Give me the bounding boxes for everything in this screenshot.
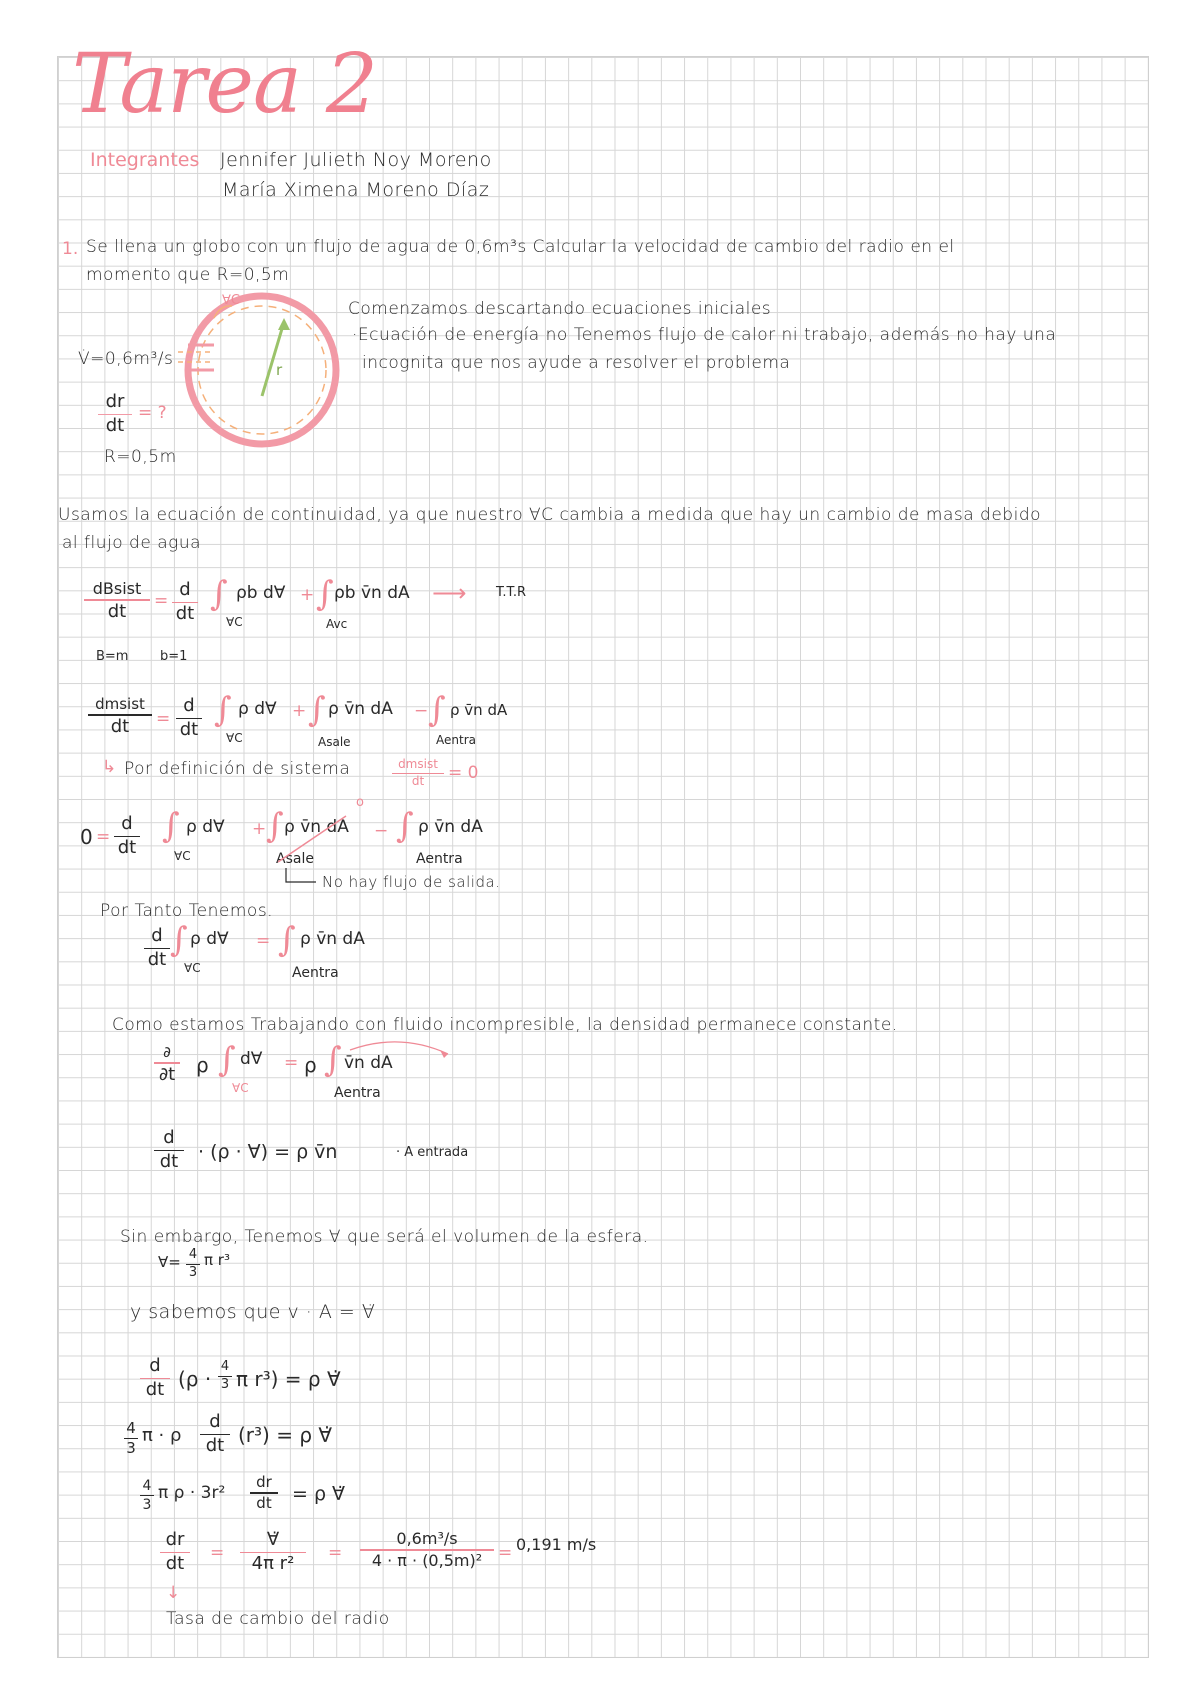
rtt-int1-sub: ∀C: [226, 615, 243, 629]
deriv3-lead: [140, 1478, 154, 1513]
deriv3-drdt-den: dt: [256, 1493, 272, 1512]
mass-d-num: d: [183, 695, 195, 716]
problem-line-2: momento que R=0,5m: [86, 265, 290, 285]
result-eq2: =: [328, 1543, 343, 1563]
rtt-d-num: d: [179, 579, 191, 600]
def-frac-den: dt: [411, 773, 425, 788]
therefore-rhs-body: ρ v̄n dA: [300, 929, 365, 949]
volume-lhs: ∀=: [158, 1253, 181, 1271]
zero-plus: +: [252, 819, 267, 839]
result-drdt-den: dt: [165, 1553, 185, 1575]
incomp-int1-sub: ∀C: [232, 1081, 249, 1095]
therefore-int1-sub: ∀C: [184, 961, 201, 975]
zero-circle-mark: o: [356, 795, 364, 810]
result-arrow: ↓: [166, 1583, 181, 1603]
result-drdt: [160, 1530, 190, 1575]
result-f2-num: ∀̇: [266, 1529, 280, 1550]
zero-minus: −: [374, 821, 389, 841]
mass-d-den: dt: [179, 719, 199, 741]
therefore-integral-1: ∫: [170, 920, 188, 960]
b-definition: B=m: [96, 649, 129, 664]
step2-d-num: d: [163, 1127, 175, 1148]
zero-integral-1: ∫: [162, 806, 180, 846]
rtt-plus: +: [300, 585, 315, 605]
step2-expr: · (ρ · ∀) = ρ v̄n: [198, 1141, 338, 1163]
incompressible-text: Como estamos Trabajando con fluido incompresible, la densidad permanece constante.: [112, 1015, 898, 1035]
rtt-int2-body: ρb v̄n dA: [334, 583, 410, 603]
integral-sign-1: ∫: [210, 574, 228, 614]
page-title: Tarea 2: [72, 37, 378, 132]
mass-int2-body: ρ v̄n dA: [328, 699, 393, 719]
b-value: b=1: [160, 649, 188, 664]
deriv2-d-den: dt: [205, 1435, 225, 1457]
integrantes-label: Integrantes: [90, 149, 200, 171]
dmsist-den: dt: [110, 715, 130, 737]
incomp-integral-2: ∫: [324, 1040, 342, 1080]
note-line-1: Comenzamos descartando ecuaciones iniciales: [348, 299, 772, 319]
zero-int1-sub: ∀C: [174, 849, 191, 863]
deriv2-rest: (r³) = ρ ∀̇: [238, 1423, 333, 1447]
incomp-int2-body: v̄n dA: [344, 1053, 393, 1073]
step2-tail: · A entrada: [396, 1145, 469, 1160]
deriv3-drdt: [250, 1474, 278, 1512]
therefore-rhs-sub: Aentra: [292, 965, 339, 981]
dbsist-num: dBsist: [92, 579, 142, 598]
problem-line-1: Se llena un globo con un flujo de agua de 0,6m³s Calcular la velocidad de cambio del radio en el: [86, 237, 955, 257]
deriv1-frac: [218, 1360, 232, 1393]
flow-label: V̇=0,6m³/s: [78, 349, 174, 369]
result-f3-den: 4 · π · (0,5m)²: [371, 1550, 483, 1570]
deriv3-mid: π ρ · 3r²: [158, 1483, 226, 1503]
def-frac-num: dmsist: [398, 757, 438, 771]
drdt-num: dr: [105, 391, 125, 412]
incomp-int1-body: d∀: [240, 1049, 263, 1069]
note-line-3: incognita que nos ayude a resolver el problema: [362, 353, 791, 373]
step2-d-den: dt: [159, 1151, 179, 1173]
zero-int3-body: ρ v̄n dA: [418, 817, 483, 837]
deriv3-lead-num: 4: [142, 1478, 152, 1494]
member-1: Jennifer Julieth Noy Moreno: [220, 149, 492, 171]
rtt-arrow: ⟶: [432, 579, 467, 607]
volume-den: 3: [188, 1264, 198, 1280]
result-value: 0,191 m/s: [516, 1535, 597, 1554]
therefore-integral-2: ∫: [278, 920, 296, 960]
zero-int1-body: ρ d∀: [186, 817, 225, 837]
mass-integral-2: ∫: [308, 690, 326, 730]
deriv3-lead-den: 3: [142, 1497, 152, 1514]
def-arrow: ↳: [102, 757, 117, 777]
mass-int2-sub: Asale: [318, 735, 351, 749]
zero-d-den: dt: [117, 837, 137, 859]
volume-rhs: π r³: [204, 1251, 230, 1269]
partial-den: ∂t: [158, 1063, 176, 1085]
deriv3-rest: = ρ ∀̇: [292, 1483, 346, 1505]
rtt-int1-body: ρb d∀: [236, 583, 286, 603]
incomp-int2-sub: Aentra: [334, 1085, 381, 1101]
continuity-line-1: Usamos la ecuación de continuidad, ya que nuestro ∀C cambia a medida que hay un cambio de masa debido: [58, 505, 1042, 525]
problem-number: 1.: [62, 239, 79, 259]
result-caption: Tasa de cambio del radio: [166, 1609, 390, 1629]
dmsist-num: dmsist: [95, 695, 145, 713]
therefore-label: Por Tanto Tenemos.: [100, 901, 274, 921]
sphere-text: Sin embargo, Tenemos ∀ que será el volumen de la esfera.: [120, 1227, 649, 1247]
volume-num: 4: [188, 1247, 198, 1262]
incomp-rho-2: ρ: [304, 1053, 317, 1077]
drdt-den: dt: [105, 415, 125, 437]
zero-integral-2: ∫: [266, 806, 284, 846]
deriv1-d-fraction: [140, 1356, 170, 1401]
deriv2-mid: π · ρ: [142, 1425, 182, 1446]
radius-value: R=0,5m: [104, 447, 177, 467]
rtt-d-den: dt: [175, 603, 195, 625]
deriv1-frac-den: 3: [220, 1376, 230, 1392]
deriv2-d-fraction: [200, 1412, 230, 1457]
result-eq3: =: [498, 1543, 513, 1563]
no-outflow-note: No hay flujo de salida.: [322, 873, 501, 891]
mass-minus: −: [414, 701, 429, 721]
deriv1-mid: (ρ ·: [178, 1367, 212, 1391]
result-frac3: [360, 1530, 494, 1570]
deriv2-lead-den: 3: [126, 1439, 136, 1458]
mass-integral-1: ∫: [214, 690, 232, 730]
zero-integral-3: ∫: [396, 806, 414, 846]
therefore-d-den: dt: [147, 949, 167, 971]
vc-label: ∀C: [222, 293, 240, 308]
radius-label: r: [276, 361, 283, 379]
result-eq1: =: [210, 1543, 225, 1563]
member-2: María Ximena Moreno Díaz: [222, 179, 490, 201]
mass-int3-body: ρ v̄n dA: [450, 701, 508, 719]
zero-int2-body: ρ v̄n dA: [284, 817, 349, 837]
def-note: Por definición de sistema: [124, 759, 351, 779]
note-line-2: ·Ecuación de energía no Tenemos flujo de calor ni trabajo, además no hay una: [352, 325, 1057, 345]
rtt-int2-sub: Avc: [326, 617, 348, 631]
mass-int1-body: ρ d∀: [238, 699, 277, 719]
rtt-equals: =: [154, 591, 169, 611]
incomp-integral-1: ∫: [218, 1040, 236, 1080]
therefore-int1-body: ρ d∀: [190, 929, 229, 949]
drdt-unknown: = ?: [138, 403, 167, 423]
result-f2-den: 4π r²: [251, 1553, 295, 1575]
partial-num: ∂: [163, 1043, 171, 1061]
deriv1-frac-num: 4: [220, 1359, 230, 1374]
therefore-d-num: d: [151, 925, 163, 946]
result-frac2: [240, 1530, 306, 1575]
deriv2-lead-num: 4: [126, 1419, 136, 1437]
volume-fraction: [186, 1248, 200, 1281]
deriv2-d-num: d: [209, 1411, 221, 1432]
deriv1-d-num: d: [149, 1355, 161, 1376]
zero-int2-sub: Asale: [276, 851, 314, 867]
known-relation: y sabemos que v · A = ∀̇: [130, 1301, 376, 1323]
def-equals-zero: = 0: [448, 763, 479, 783]
dbsist-den: dt: [107, 600, 127, 622]
mass-integral-3: ∫: [428, 690, 446, 730]
zero-lhs: 0: [80, 825, 93, 849]
incomp-rho-1: ρ: [196, 1053, 209, 1077]
step2-d-fraction: [154, 1128, 184, 1173]
integral-sign-2: ∫: [316, 574, 334, 614]
result-drdt-num: dr: [165, 1529, 185, 1550]
deriv1-d-den: dt: [145, 1379, 165, 1401]
mass-int3-sub: Aentra: [436, 733, 476, 747]
result-f3-num: 0,6m³/s: [396, 1529, 458, 1548]
deriv1-rest: π r³) = ρ ∀̇: [236, 1367, 341, 1391]
mass-int1-sub: ∀C: [226, 731, 243, 745]
mass-plus: +: [292, 701, 307, 721]
deriv3-drdt-num: dr: [256, 1473, 272, 1491]
rtt-ttr: T.T.R: [496, 585, 527, 600]
zero-d-num: d: [121, 813, 133, 834]
deriv2-lead: [124, 1420, 138, 1458]
zero-int3-sub: Aentra: [416, 851, 463, 867]
continuity-line-2: al flujo de agua: [62, 533, 202, 553]
